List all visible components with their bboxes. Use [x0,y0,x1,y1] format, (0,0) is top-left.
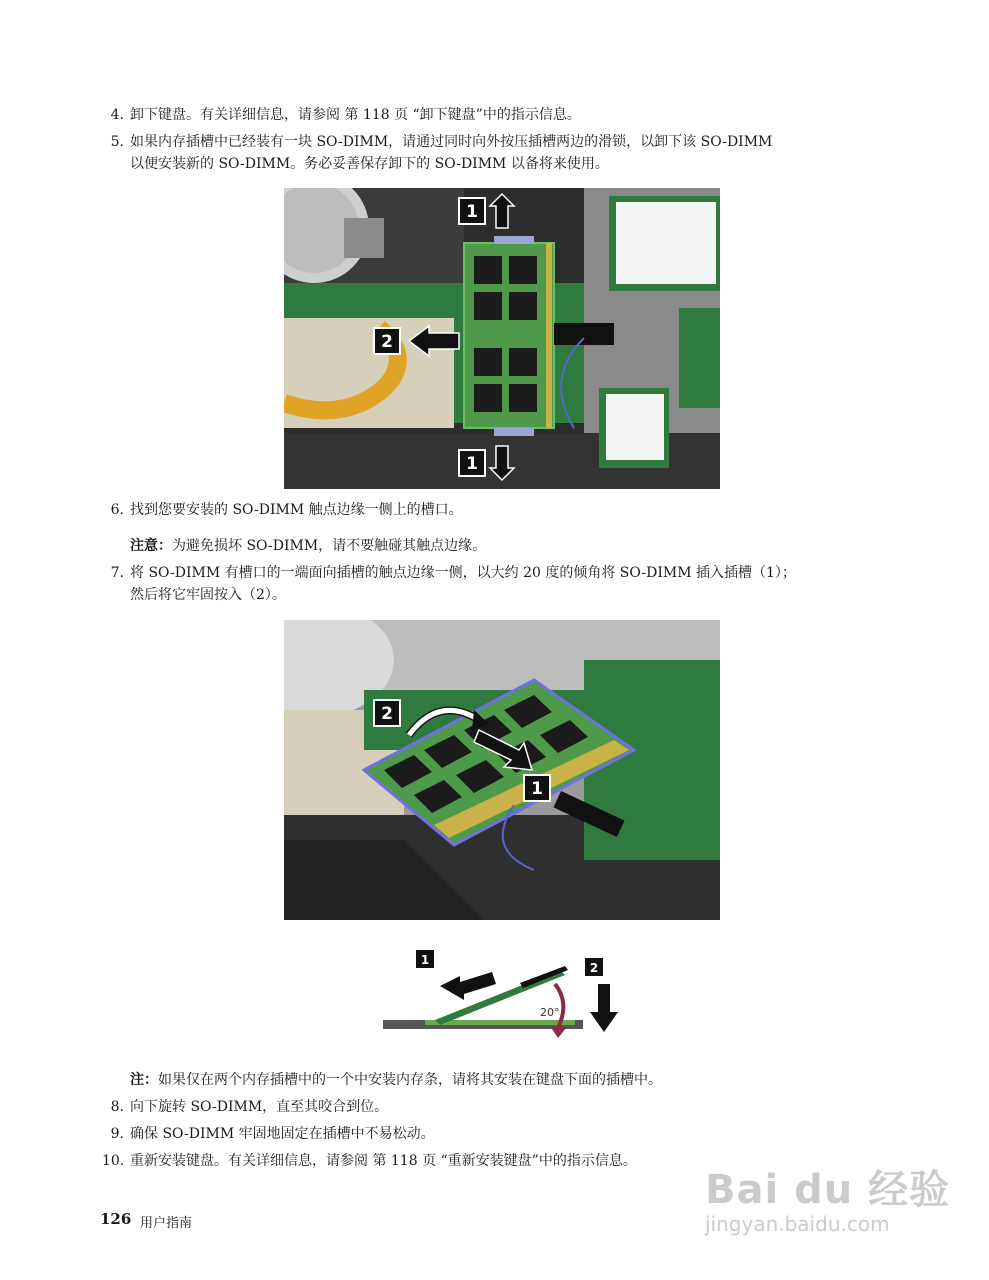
badge-1-bottom: 1 [466,454,478,474]
step-text: 卸下键盘。有关详细信息，请参阅 第 118 页 “卸下键盘”中的指示信息。 [130,107,581,123]
step-number: 6. [110,502,124,518]
install-dimm-figure [284,620,720,920]
step-number: 9. [110,1126,124,1142]
angle-diagram [380,948,630,1038]
watermark-logo: Bai du 经验 [705,1167,951,1213]
step-text-line1: 将 SO-DIMM 有槽口的一端面向插槽的触点边缘一侧，以大约 20 度的倾角将 SO-DIMM 插入插槽（1）； [130,565,796,581]
step-number: 8. [110,1099,124,1115]
step-number: 5. [110,134,124,150]
badge-2: 2 [381,704,393,724]
remove-dimm-figure [284,188,720,489]
page-number: 126 [100,1210,132,1228]
caution-note [130,535,890,557]
step-text-line2: 然后将它牢固按入（2）。 [130,587,286,603]
step-number: 7. [110,565,124,581]
badge-2: 2 [381,332,393,352]
badge-1-top: 1 [466,202,478,222]
remove-dimm-illustration [284,188,720,489]
watermark-url: jingyan.baidu.com [705,1212,890,1236]
install-note [130,1069,890,1091]
step-number: 10. [102,1153,125,1169]
angle-label: 20° [540,1006,560,1019]
badge-1: 1 [420,953,430,967]
step-text: 重新安装键盘。有关详细信息，请参阅 第 118 页 “重新安装键盘”中的指示信息。 [130,1153,637,1169]
note-text: 如果仅在两个内存插槽中的一个中安装内存条，请将其安装在键盘下面的插槽中。 [158,1072,662,1088]
step-7 [102,562,892,608]
step-text-line2: 以便安装新的 SO-DIMM。务必妥善保存卸下的 SO-DIMM 以备将来使用。 [130,156,609,172]
step-number: 4. [110,107,124,123]
badge-2: 2 [589,961,599,975]
step-text: 向下旋转 SO-DIMM，直至其咬合到位。 [130,1099,389,1115]
step-text-line1: 如果内存插槽中已经装有一块 SO-DIMM，请通过同时向外按压插槽两边的滑锁，以卸下该 SO-DIMM [130,134,773,150]
insertion-angle-diagram [380,948,630,1038]
caution-text: 为避免损坏 SO-DIMM，请不要触碰其触点边缘。 [172,538,487,554]
badge-1: 1 [531,779,543,799]
step-5 [102,131,892,177]
step-text: 找到您要安装的 SO-DIMM 触点边缘一侧上的槽口。 [130,502,463,518]
step-text: 确保 SO-DIMM 牢固地固定在插槽中不易松动。 [130,1126,435,1142]
guide-title: 用户指南 [140,1216,193,1231]
caution-label: 注意： [130,538,172,554]
install-dimm-illustration [284,620,720,920]
note-label: 注： [130,1072,158,1088]
